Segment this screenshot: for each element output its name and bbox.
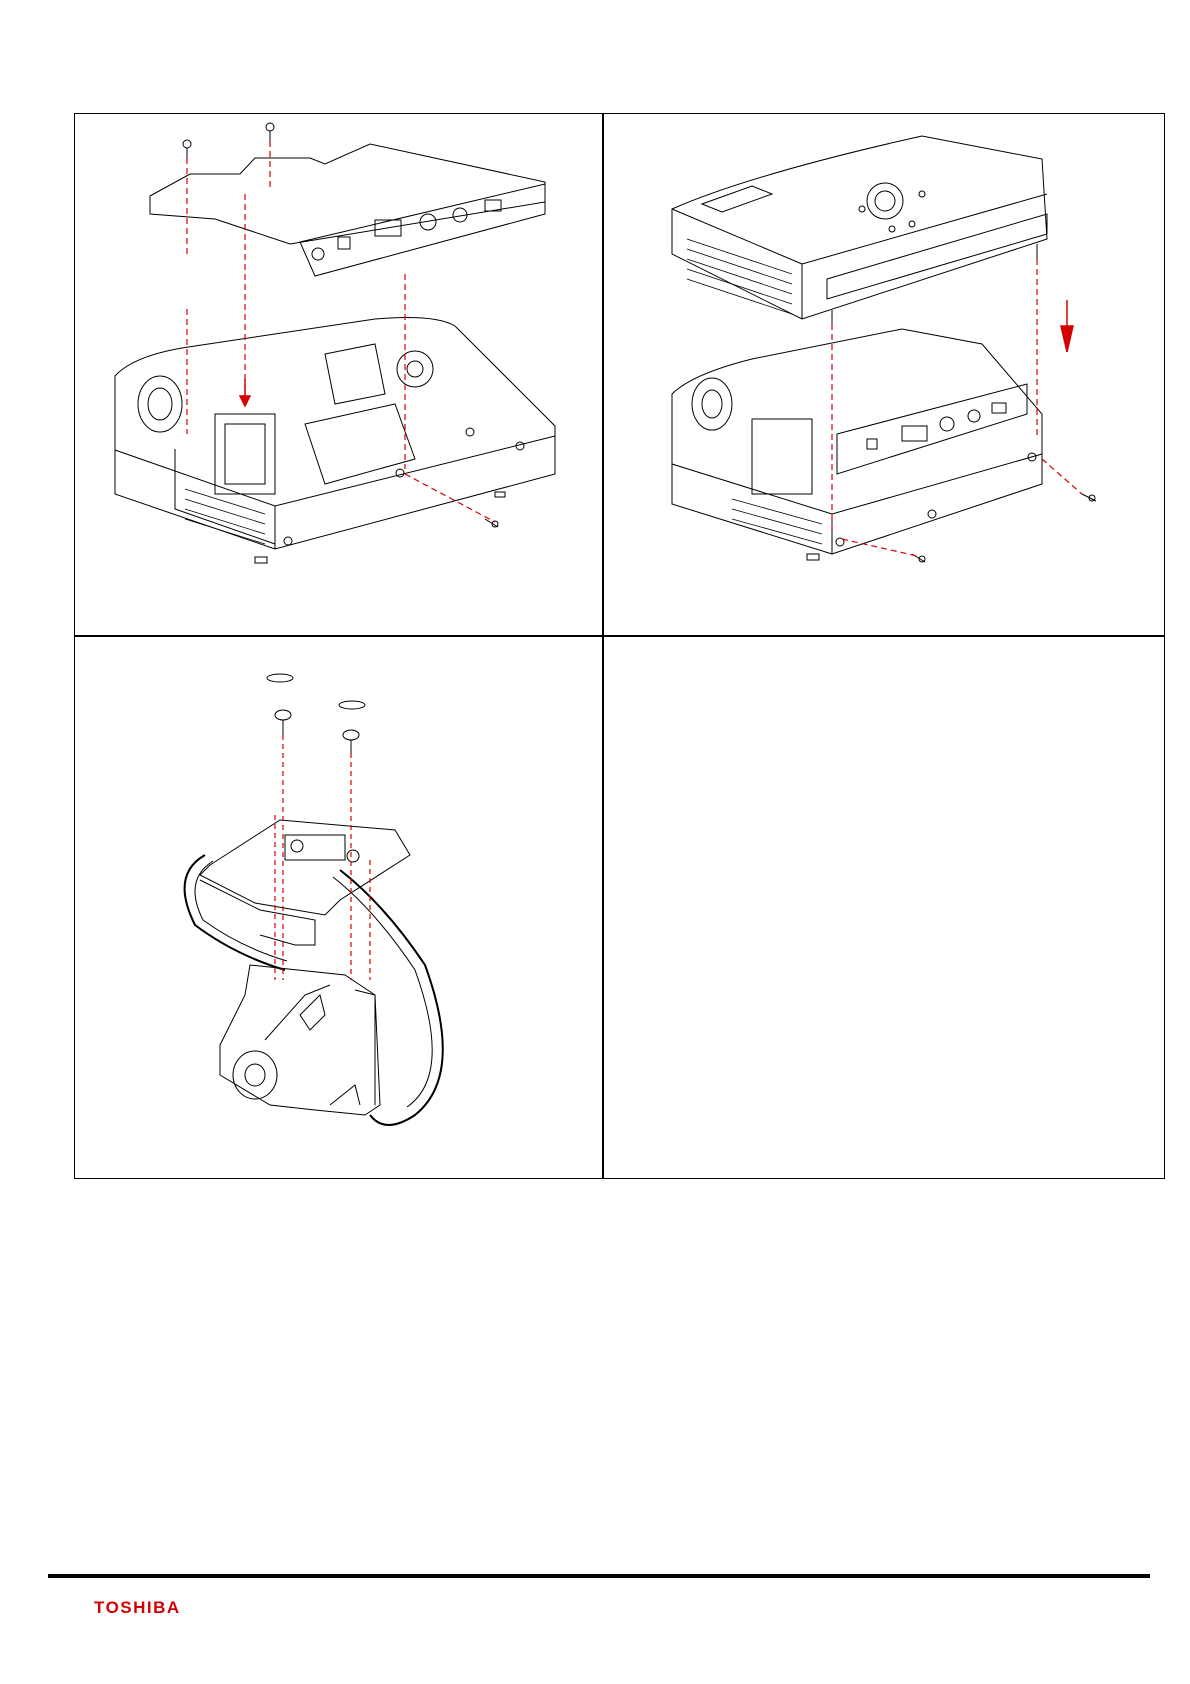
screw-icon [485, 519, 498, 527]
screw-icon [183, 140, 191, 158]
figure-rear-panel-removal [75, 114, 602, 635]
top-cover-drawing [602, 114, 1166, 635]
screw-icon [266, 123, 274, 141]
figure-grid [74, 113, 1165, 1179]
screw-icon [1082, 494, 1096, 501]
rear-panel-drawing [75, 114, 602, 635]
screw-icon [275, 710, 291, 735]
lamp-unit-drawing [75, 635, 602, 1180]
footer-rule [48, 1574, 1150, 1578]
figure-lamp-unit-exploded [75, 635, 602, 1180]
figure-empty-cell [602, 635, 1166, 1180]
brand-logo: TOSHIBA [94, 1598, 181, 1617]
screw-icon [343, 730, 359, 753]
figure-top-cover-installation [602, 114, 1166, 635]
